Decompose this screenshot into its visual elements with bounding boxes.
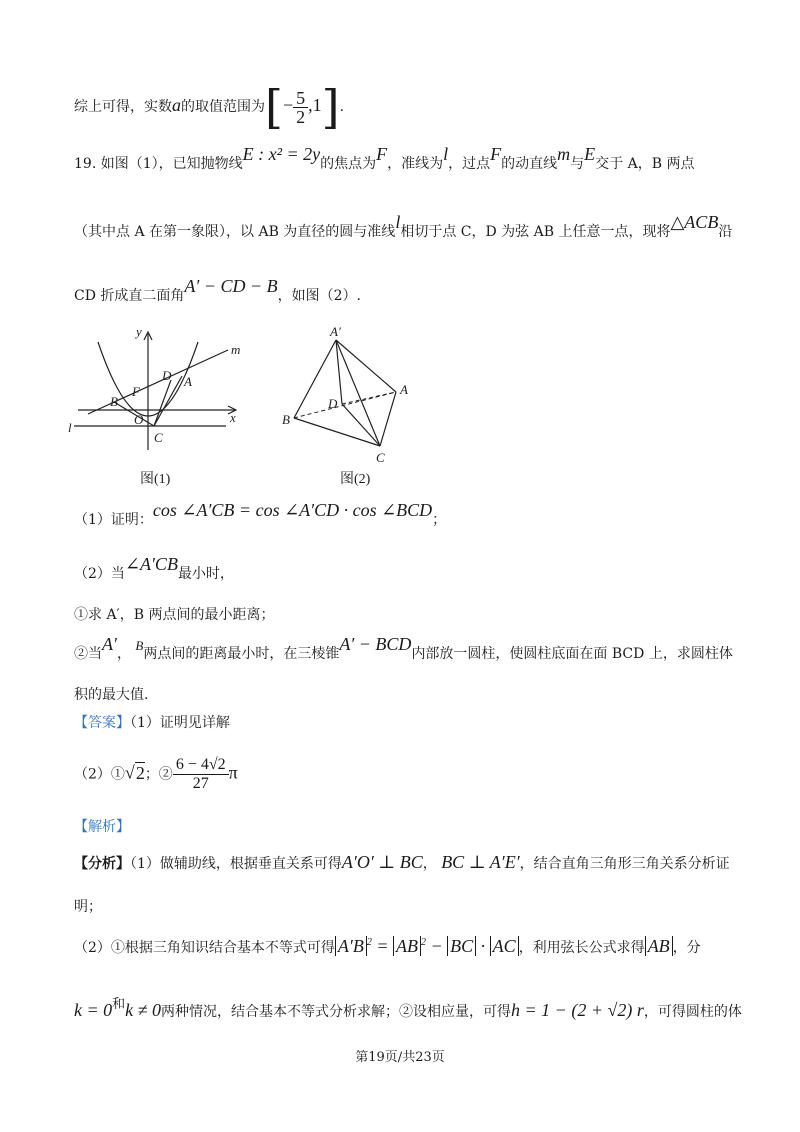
- analysis-2: （2）①根据三角知识结合基本不等式可得 A′B $^2$ = AB $^2$ − BC · AC ，利用弦长公式求得 AB ，分: [74, 936, 701, 956]
- part-1: （1）证明：cos ∠A′CB = cos ∠A′CD · cos ∠BCD；: [74, 500, 447, 528]
- conclusion-line: 综上可得，实数a的取值范围为[− $\frac{5}{2}$ ,1].: [74, 80, 345, 134]
- label-d: D: [328, 396, 338, 411]
- label-b: B: [282, 412, 290, 427]
- figure-1: [66, 320, 266, 490]
- answer-part-2: （2）①√2；② $\frac{6 - 4√2}{27}$ π: [74, 756, 238, 792]
- figure-2: [276, 322, 426, 472]
- analysis-tag-line: [74, 816, 130, 836]
- label-d: D: [162, 368, 172, 383]
- figure-2-caption: 图(2): [340, 472, 371, 487]
- label-m: m: [231, 342, 241, 357]
- line-m: [88, 350, 228, 414]
- figure-1-caption: 图(1): [140, 472, 171, 487]
- label-c: C: [376, 450, 385, 465]
- answer-tag: 【答案】: [74, 715, 130, 731]
- fraction: $\frac{5}{2}$: [293, 89, 308, 126]
- label-f: F: [132, 384, 140, 399]
- label-y: y: [136, 324, 142, 339]
- analysis-1-cont: 明；: [74, 899, 102, 915]
- page-footer: 第19页/共23页: [355, 1050, 445, 1065]
- question-line-3: CD 折成直二面角A′ − CD − B，如图（2）.: [74, 276, 361, 304]
- label-l: l: [68, 420, 72, 435]
- question-line-2: （其中点 A 在第一象限），以 AB 为直径的圆与准线l相切于点 C，D 为弦 AB 上任意一点，现将△ACB沿: [74, 212, 733, 240]
- part-2: （2）当∠A′CB最小时，: [74, 554, 234, 582]
- analysis-3: k = 0和k ≠ 0两种情况，结合基本不等式分析求解；②设相应量，可得h = 1 − (2 + √2) r，可得圆柱的体: [74, 997, 742, 1020]
- label-a-prime: A′: [330, 324, 341, 339]
- part-2-ii: ②当A′， B两点间的距离最小时，在三棱锥A′ − BCD内部放一圆柱，使圆柱底面在面 BCD 上，求圆柱体: [74, 634, 733, 662]
- analysis-1: 【分析】（1）做辅助线，根据垂直关系可得A′O′ ⊥ BC， BC ⊥ A′E′，结合直角三角形三角关系分析证: [74, 852, 730, 872]
- part-2-i: ①求 A′，B 两点间的最小距离；: [74, 607, 275, 623]
- answer-line: 【答案】（1）证明见详解: [74, 715, 230, 731]
- analysis-tag: 【解析】: [74, 819, 130, 835]
- label-c: C: [154, 430, 163, 445]
- label-x: x: [230, 410, 236, 425]
- part-2-ii-cont: 积的最大值.: [74, 687, 149, 703]
- label-a: A: [400, 382, 408, 397]
- label-a: A: [184, 374, 192, 389]
- label-b: B: [110, 394, 118, 409]
- question-line-1: 19. 如图（1），已知抛物线E : x² = 2y的焦点为F，准线为l，过点F的动直线m与E交于 A，B 两点: [74, 144, 695, 172]
- label-o: O: [134, 412, 144, 427]
